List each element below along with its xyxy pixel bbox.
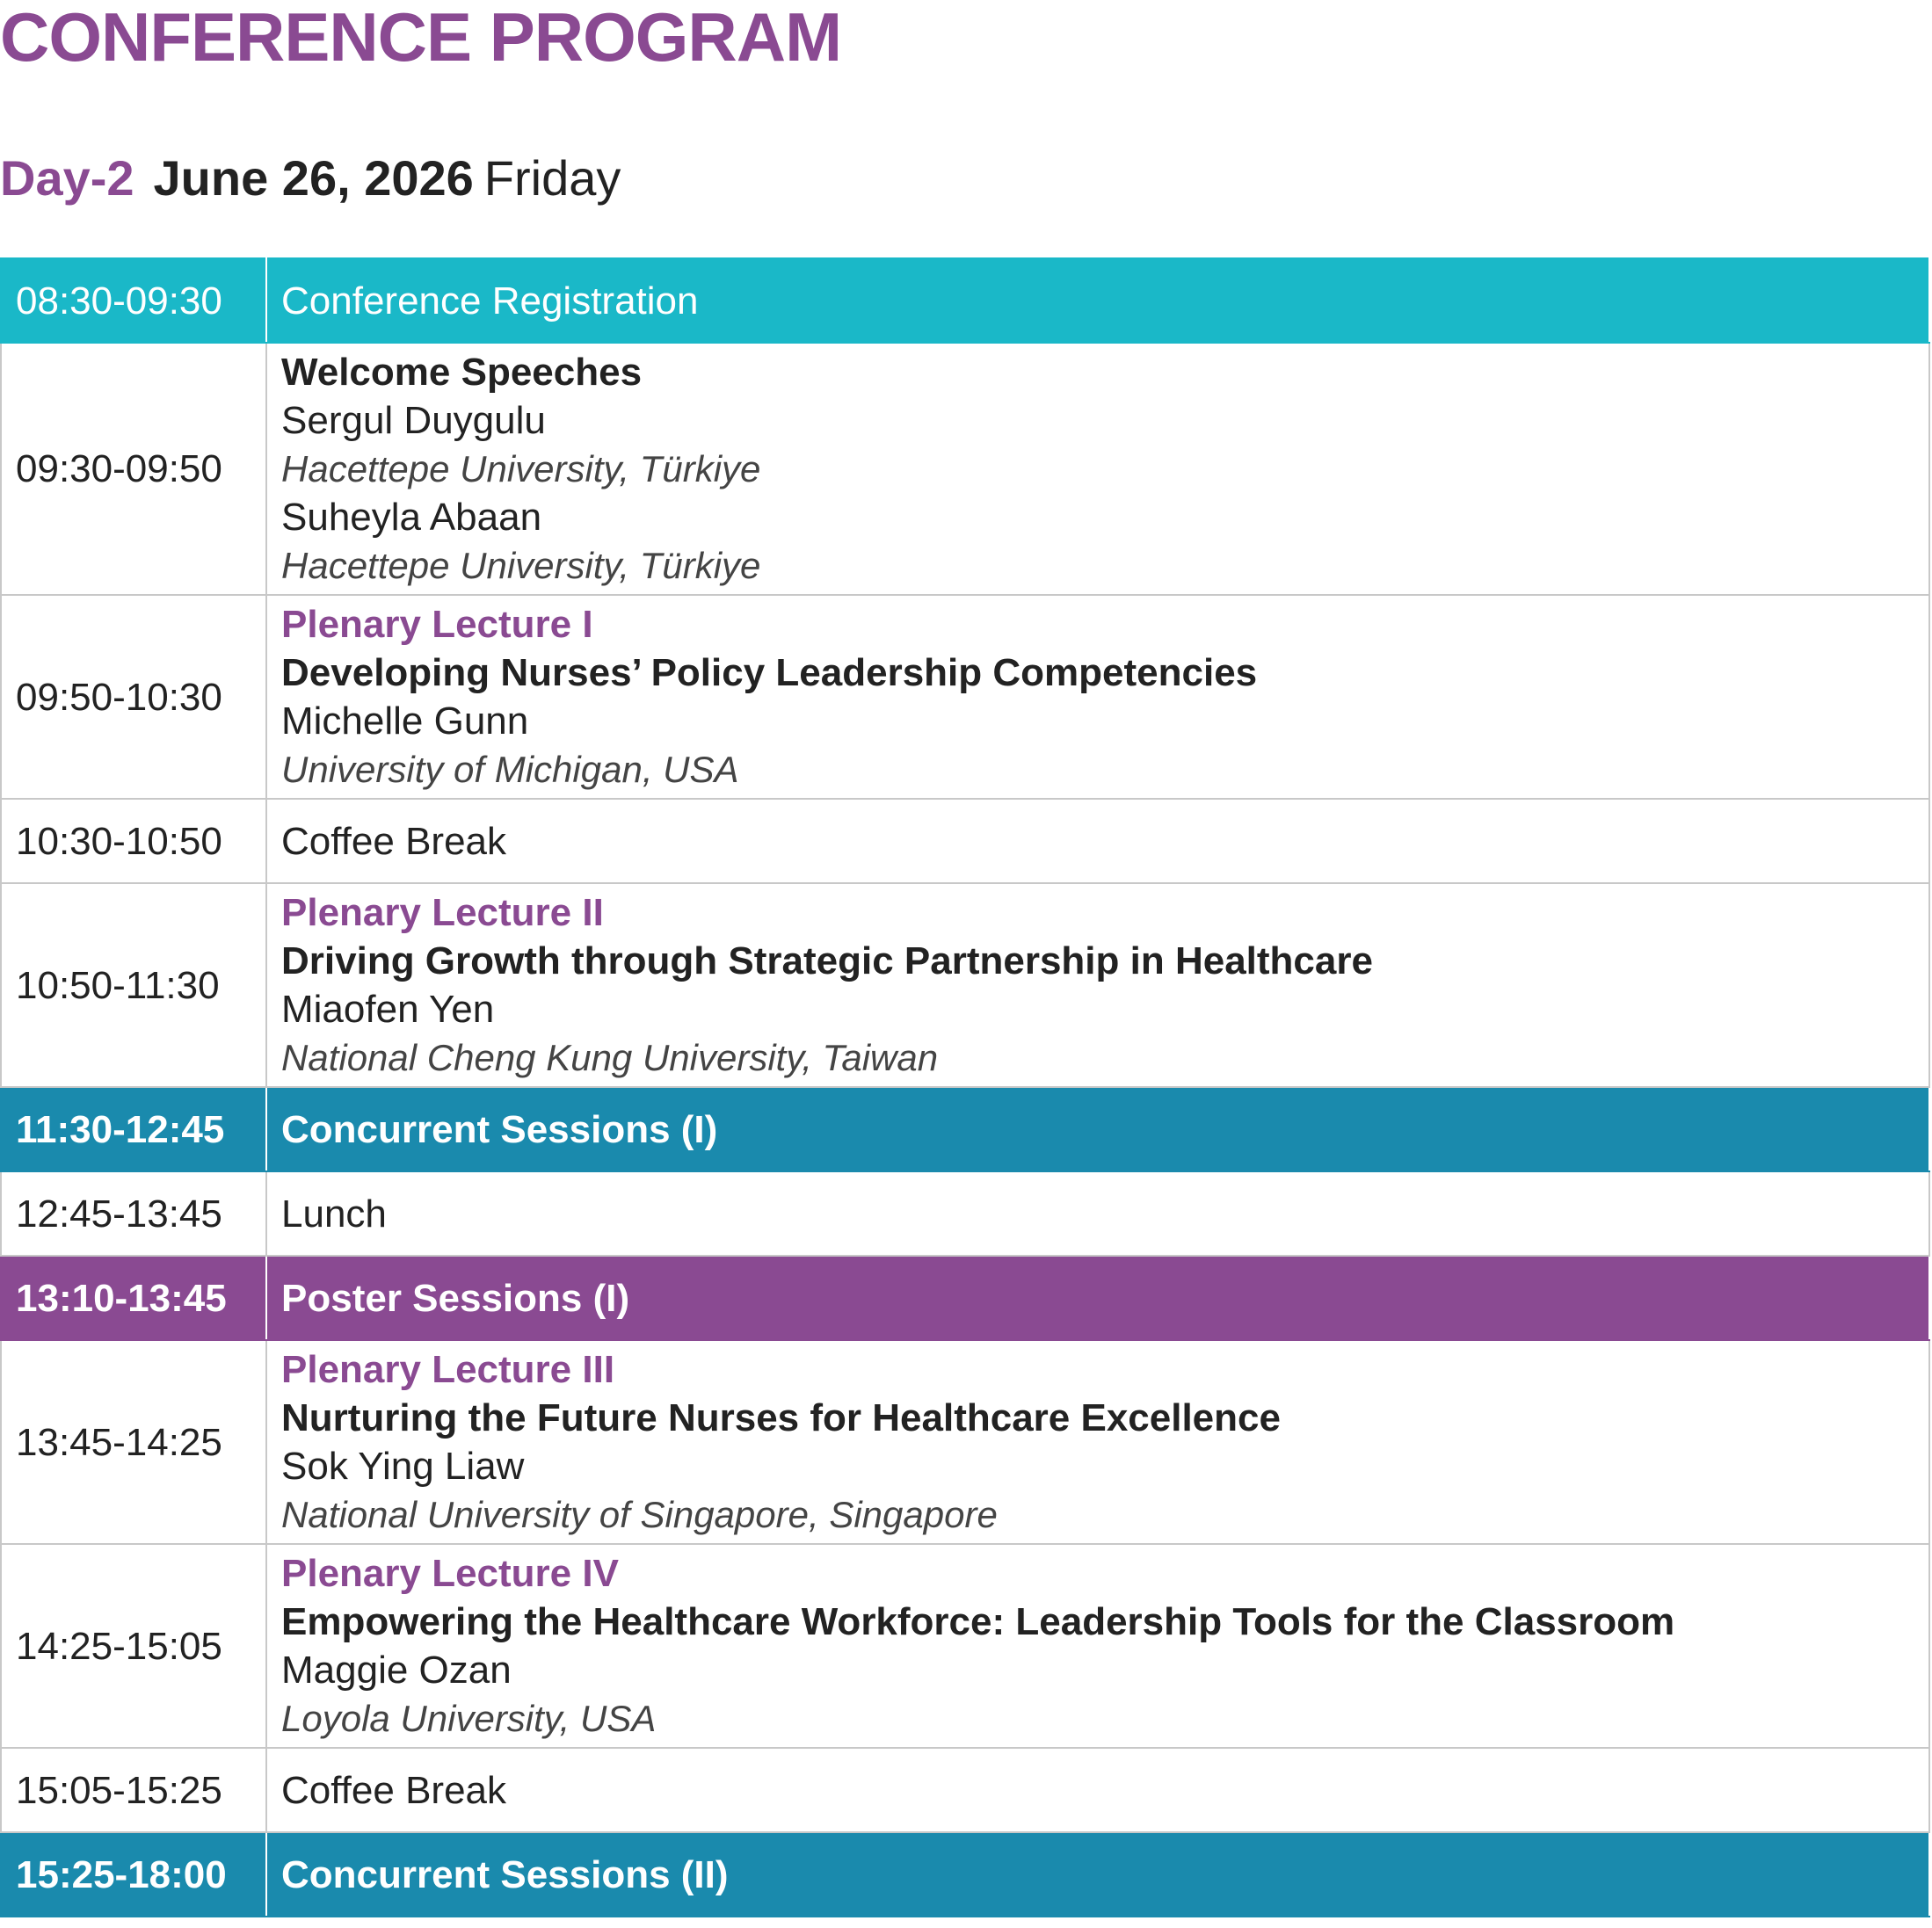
lecture-topic: Nurturing the Future Nurses for Healthcare Excellence: [281, 1396, 1281, 1439]
speaker-name: Miaofen Yen: [281, 988, 495, 1031]
lecture-topic: Empowering the Healthcare Workforce: Leadership Tools for the Classroom: [281, 1600, 1675, 1643]
table-row: [1, 1340, 1929, 1544]
table-row: [1, 1544, 1929, 1748]
day-heading: [0, 148, 621, 209]
lecture-label: Plenary Lecture II: [281, 891, 604, 934]
event-cell: [266, 1544, 1929, 1748]
lecture-label: Plenary Lecture I: [281, 603, 593, 646]
day-label: Day-2: [0, 150, 134, 206]
event-cell: Coffee Break: [266, 799, 1929, 883]
time-cell: 13:10-13:45: [1, 1256, 266, 1340]
lecture-label: Plenary Lecture III: [281, 1348, 615, 1391]
speaker-name: Maggie Ozan: [281, 1649, 512, 1692]
event-cell: [266, 343, 1929, 595]
table-row: [1, 258, 1929, 343]
speaker-name: Sok Ying Liaw: [281, 1445, 525, 1488]
day-date: June 26, 2026: [153, 150, 474, 206]
session-heading: Welcome Speeches: [281, 351, 643, 394]
time-cell: 15:25-18:00: [1, 1832, 266, 1917]
speaker-affiliation: National University of Singapore, Singapore: [281, 1494, 998, 1535]
time-cell: 08:30-09:30: [1, 258, 266, 343]
event-cell: Concurrent Sessions (II): [266, 1832, 1929, 1917]
table-row: [1, 595, 1929, 799]
table-row: [1, 1832, 1929, 1917]
page-title: CONFERENCE PROGRAM: [0, 0, 842, 76]
lecture-topic: Driving Growth through Strategic Partnership in Healthcare: [281, 939, 1373, 982]
event-cell: Poster Sessions (I): [266, 1256, 1929, 1340]
speaker-name: Sergul Duygulu: [281, 399, 546, 442]
table-row: [1, 1748, 1929, 1832]
time-cell: 15:05-15:25: [1, 1748, 266, 1832]
speaker-name: Michelle Gunn: [281, 699, 529, 743]
speaker-affiliation: Loyola University, USA: [281, 1698, 657, 1739]
table-row: [1, 883, 1929, 1087]
table-row: [1, 1256, 1929, 1340]
speaker-affiliation: National Cheng Kung University, Taiwan: [281, 1037, 939, 1078]
table-row: [1, 343, 1929, 595]
table-row: [1, 799, 1929, 883]
event-cell: Conference Registration: [266, 258, 1929, 343]
table-row: [1, 1087, 1929, 1171]
event-cell: Concurrent Sessions (I): [266, 1087, 1929, 1171]
time-cell: 11:30-12:45: [1, 1087, 266, 1171]
time-cell: 10:50-11:30: [1, 883, 266, 1087]
speaker-affiliation: Hacettepe University, Türkiye: [281, 448, 761, 489]
day-weekday: Friday: [483, 150, 621, 206]
event-cell: Lunch: [266, 1171, 1929, 1256]
program-table: [0, 257, 1930, 1917]
table-row: [1, 1171, 1929, 1256]
time-cell: 13:45-14:25: [1, 1340, 266, 1544]
event-cell: [266, 595, 1929, 799]
speaker-name: Suheyla Abaan: [281, 496, 542, 539]
speaker-affiliation: University of Michigan, USA: [281, 749, 739, 790]
time-cell: 14:25-15:05: [1, 1544, 266, 1748]
time-cell: 12:45-13:45: [1, 1171, 266, 1256]
event-cell: [266, 883, 1929, 1087]
event-cell: [266, 1340, 1929, 1544]
time-cell: 09:30-09:50: [1, 343, 266, 595]
time-cell: 10:30-10:50: [1, 799, 266, 883]
event-cell: Coffee Break: [266, 1748, 1929, 1832]
lecture-topic: Developing Nurses’ Policy Leadership Competencies: [281, 651, 1258, 694]
lecture-label: Plenary Lecture IV: [281, 1552, 619, 1595]
speaker-affiliation: Hacettepe University, Türkiye: [281, 545, 761, 586]
time-cell: 09:50-10:30: [1, 595, 266, 799]
